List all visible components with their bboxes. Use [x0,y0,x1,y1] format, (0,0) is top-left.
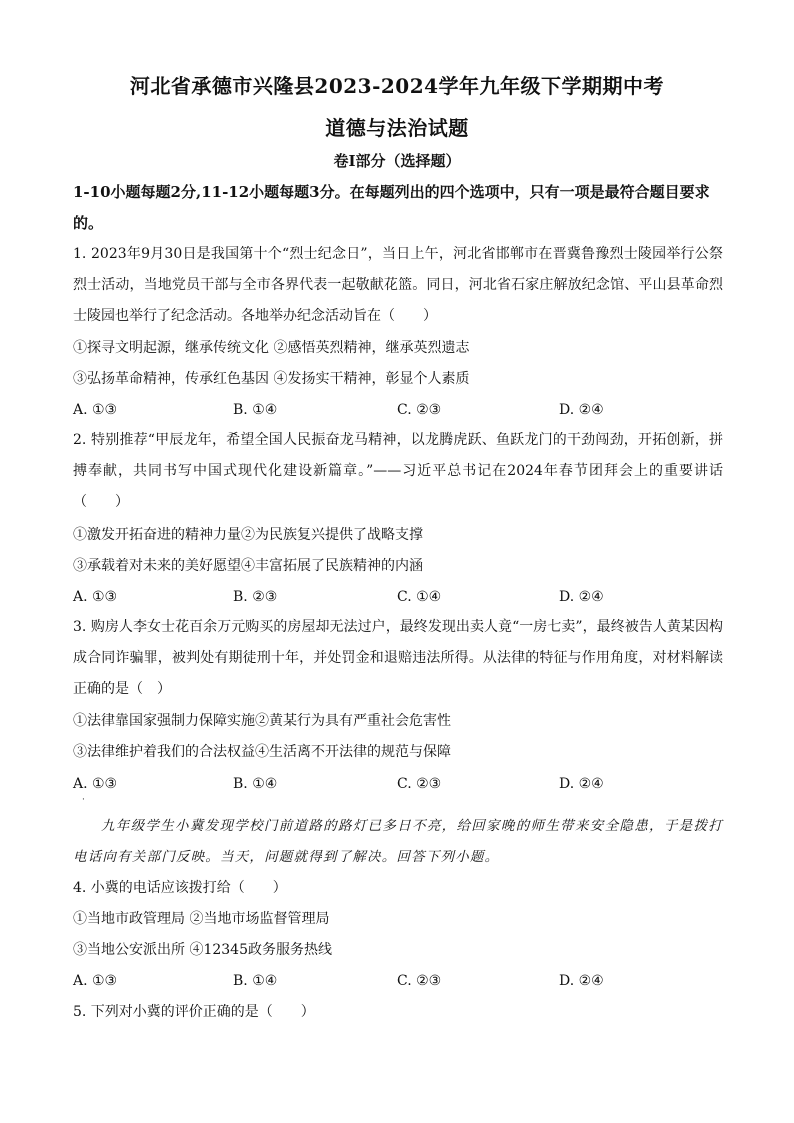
option-d: D. ②④ [559,973,604,989]
option-a: A. ①③ [73,589,118,605]
question-4-stem: 4. 小冀的电话应该拨打给（ ） [73,880,287,896]
option-a: A. ①③ [73,973,118,989]
question-1-item-1: ①探寻文明起源，继承传统文化 ②感悟英烈精神，继承英烈遗志 [73,340,470,356]
question-2-item-1: ①激发开拓奋进的精神力量②为民族复兴提供了战略支撑 [73,527,423,543]
option-b: B. ①④ [233,402,278,418]
option-d: D. ②④ [559,589,604,605]
option-b: B. ①④ [233,776,278,792]
instructions: 1-10小题每题2分,11-12小题每题3分。在每题列出的四个选项中，只有一项是最符合题目要求的。 [73,183,710,232]
question-2-stem: 2. 特别推荐“甲辰龙年，希望全国人民振奋龙马精神，以龙腾虎跃、鱼跃龙门的干劲闯劲，开拓创新，拼搏奉献，共同书写中国式现代化建设新篇章。”——习近平总书记在2024年春节团拜会上的重要讲话（ ） [73,432,723,510]
option-c: C. ①④ [397,589,442,605]
option-b: B. ①④ [233,973,278,989]
question-3-stem: 3. 购房人李女士花百余万元购买的房屋却无法过户，最终发现出卖人竟“一房七卖”，最终被告人黄某因构成合同诈骗罪，被判处有期徒刑十年，并处罚金和退赔违法所得。从法律的特征与作用角度，对材料解读正确的是（ ） [73,619,723,697]
question-5-stem: 5. 下列对小冀的评价正确的是（ ） [73,1004,315,1020]
question-3-options [73,774,723,794]
option-c: C. ②③ [397,402,442,418]
option-a: A. ①③ [73,776,118,792]
option-d: D. ②④ [559,402,604,418]
stray-mark: · [82,795,85,805]
option-c: C. ②③ [397,973,442,989]
section-heading: 卷Ⅰ部分（选择题） [333,152,461,170]
exam-title: 河北省承德市兴隆县2023-2024学年九年级下学期期中考 [129,74,665,98]
option-d: D. ②④ [559,776,604,792]
question-1-options [73,400,723,420]
exam-subtitle: 道德与法治试题 [325,116,469,140]
question-4-item-1: ①当地市政管理局 ②当地市场监督管理局 [73,911,330,927]
question-3-item-1: ①法律靠国家强制力保障实施②黄某行为具有严重社会危害性 [73,713,451,729]
question-2-item-2: ③承载着对未来的美好愿望④丰富拓展了民族精神的内涵 [73,558,423,574]
question-2-options [73,587,723,607]
question-4-item-2: ③当地公安派出所 ④12345政务服务热线 [73,942,332,958]
question-3-item-2: ③法律维护着我们的合法权益④生活离不开法律的规范与保障 [73,744,451,760]
option-a: A. ①③ [73,402,118,418]
option-b: B. ②③ [233,589,278,605]
shared-material: 九年级学生小冀发现学校门前道路的路灯已多日不亮，给回家晚的师生带来安全隐患，于是拨打电话向有关部门反映。当天，问题就得到了解决。回答下列小题。 [73,818,723,865]
question-4-options [73,971,723,991]
option-c: C. ②③ [397,776,442,792]
question-1-stem: 1. 2023年9月30日是我国第十个“烈士纪念日”，当日上午，河北省邯郸市在晋冀鲁豫烈士陵园举行公祭烈士活动，当地党员干部与全市各界代表一起敬献花篮。同日，河北省石家庄解放纪念馆、平山县革命烈士陵园也举行了纪念活动。各地举办纪念活动旨在（ ） [73,246,723,324]
question-1-item-2: ③弘扬革命精神，传承红色基因 ④发扬实干精神，彰显个人素质 [73,371,470,387]
